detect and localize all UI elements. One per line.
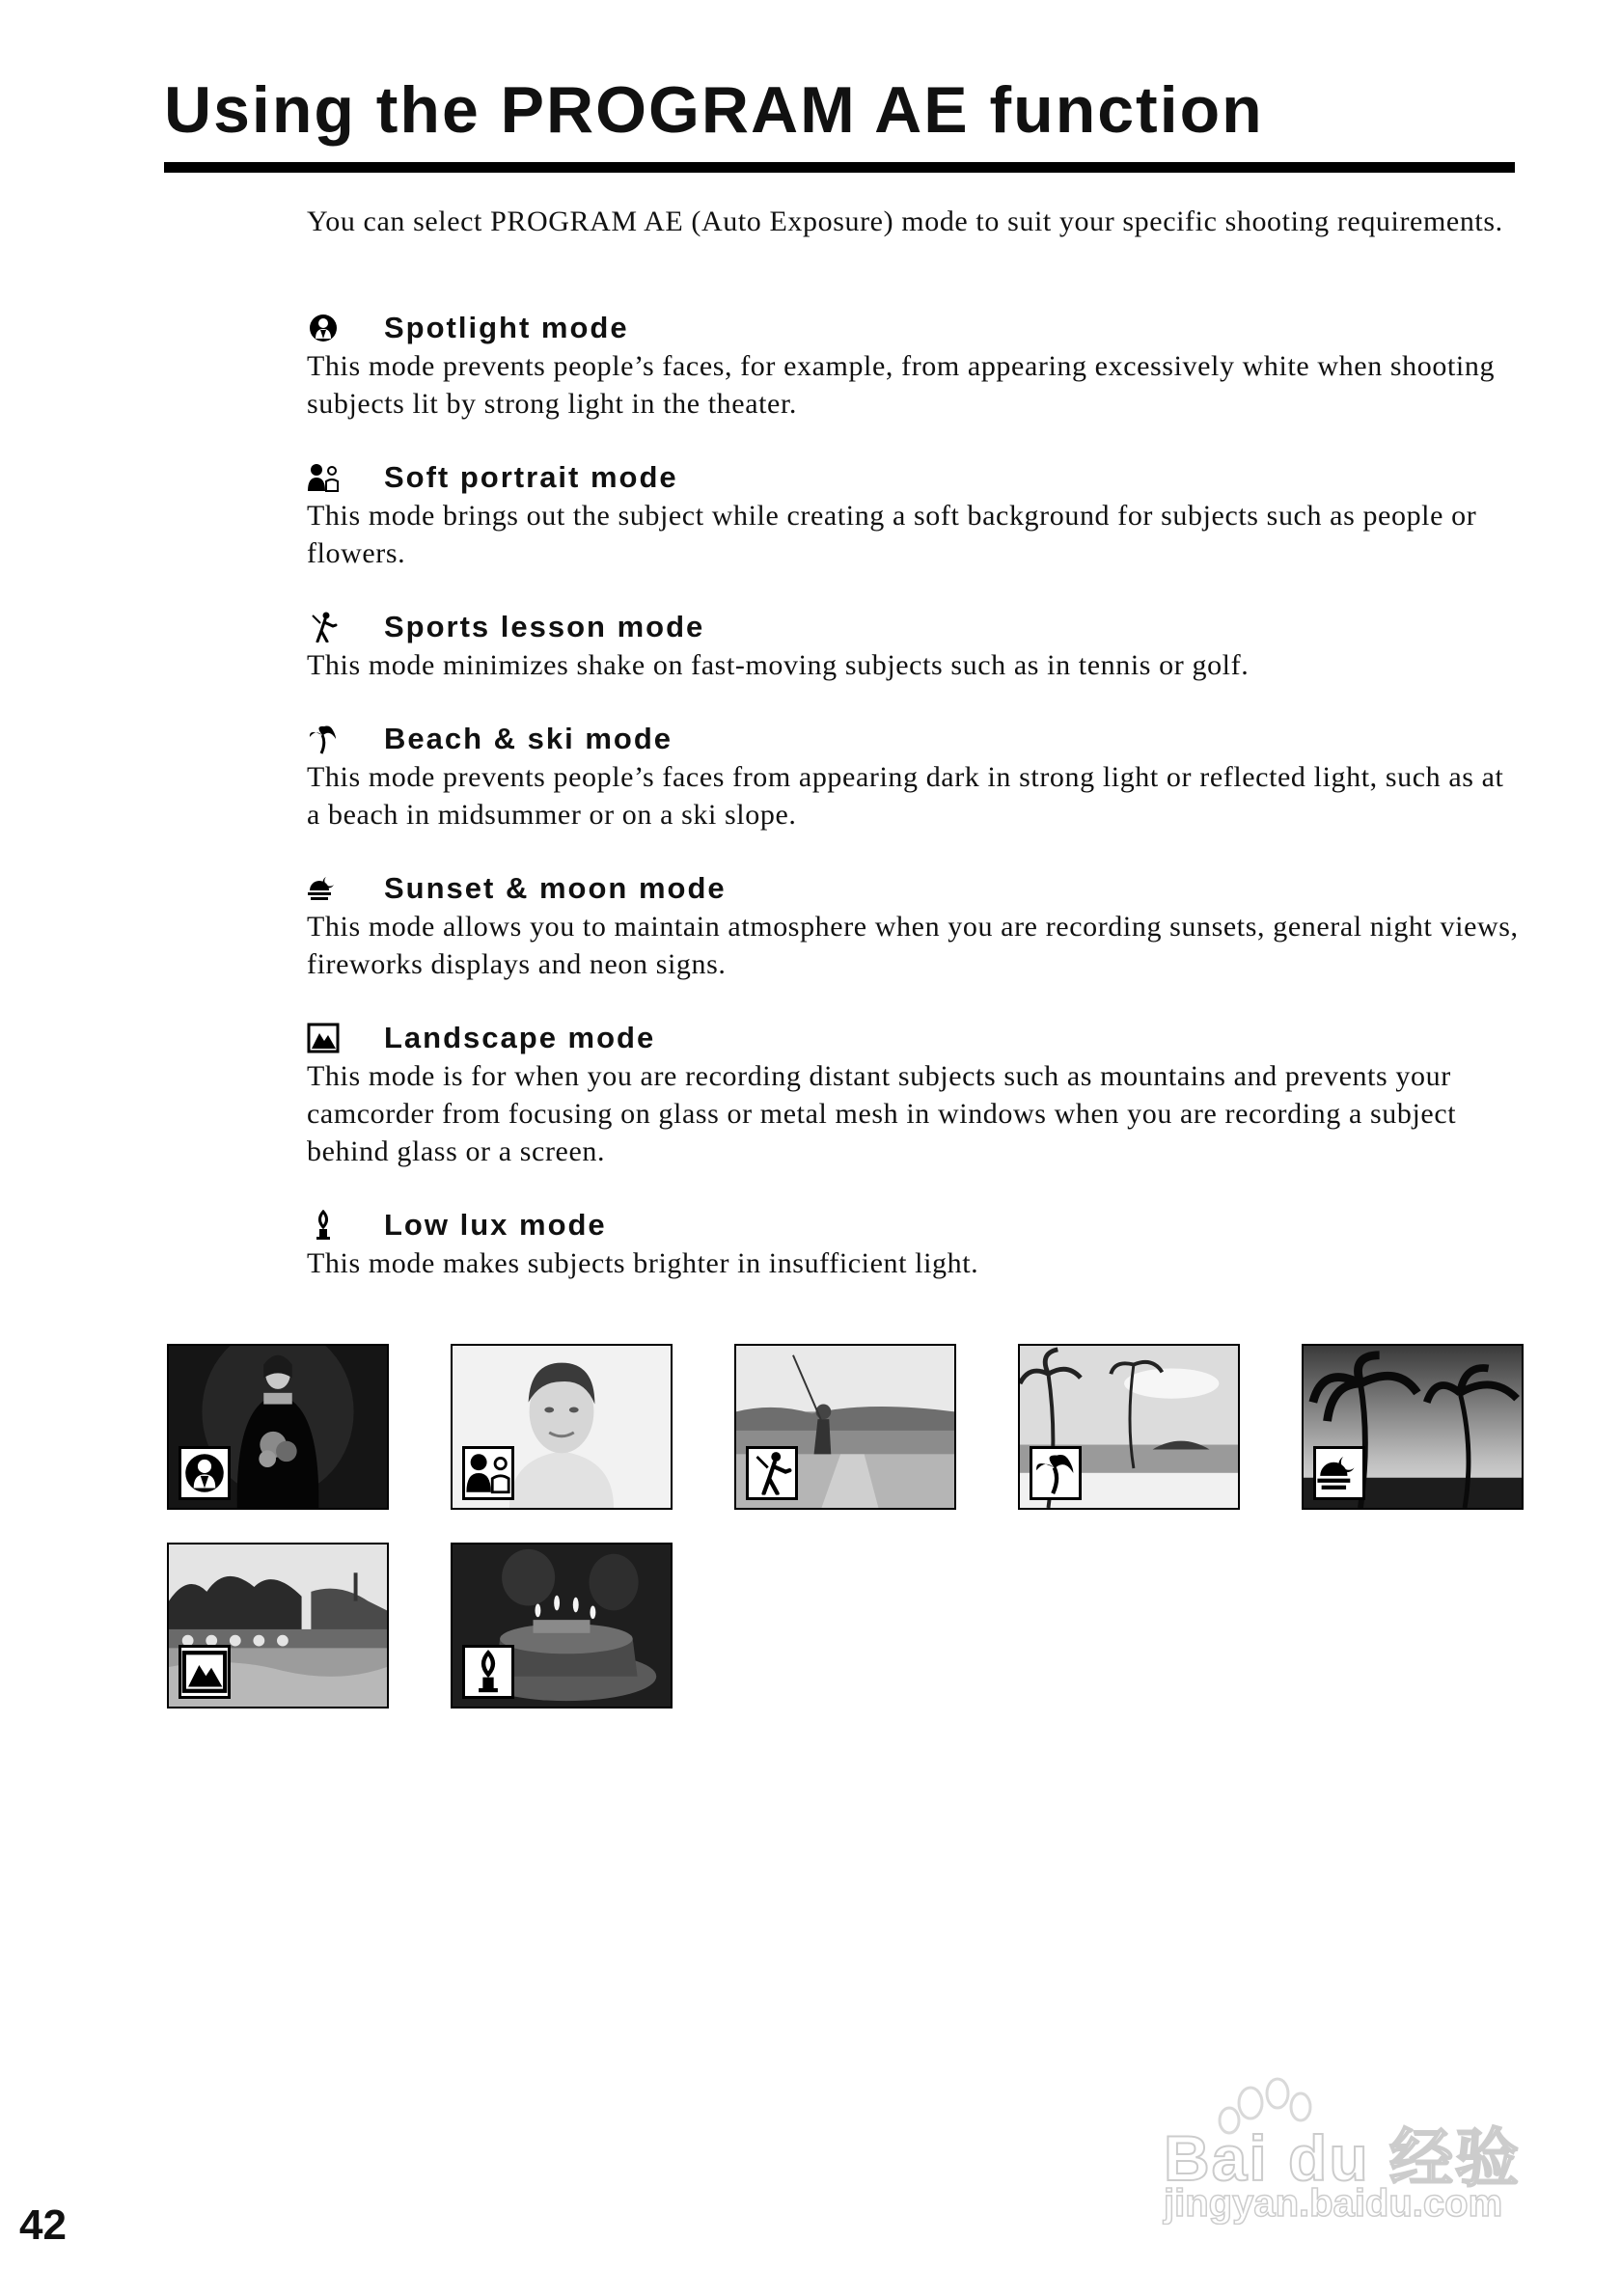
mode-description: This mode minimizes shake on fast-moving subjects such as in tennis or golf.	[307, 649, 1250, 681]
mode-title: Spotlight mode	[384, 311, 629, 344]
mode-item-sunset-moon	[307, 869, 1525, 1019]
mode-title: Sunset & moon mode	[384, 871, 727, 905]
soft-portrait-icon	[307, 462, 340, 493]
beach-ski-icon	[307, 724, 340, 754]
sunset-moon-icon	[1313, 1446, 1365, 1500]
mode-item-soft-portrait	[307, 458, 1525, 608]
spotlight-icon	[179, 1446, 231, 1500]
mode-title: Sports lesson mode	[384, 610, 705, 643]
mode-list	[307, 309, 1525, 1283]
landscape-icon	[307, 1023, 340, 1053]
photo-low-lux-example	[451, 1543, 673, 1708]
photo-soft-portrait-example	[451, 1344, 673, 1510]
sports-lesson-icon	[746, 1446, 798, 1500]
mode-item-sports-lesson	[307, 608, 1525, 720]
mode-description: This mode brings out the subject while creating a soft background for subjects such as people or flowers.	[307, 500, 1477, 569]
photo-spotlight-example	[167, 1344, 389, 1510]
photo-landscape-example	[167, 1543, 389, 1708]
mode-title: Landscape mode	[384, 1021, 656, 1054]
photo-sunset-moon-example	[1302, 1344, 1524, 1510]
sunset-moon-icon	[307, 873, 340, 904]
mode-description: This mode makes subjects brighter in insufficient light.	[307, 1247, 979, 1279]
baidu-watermark	[1154, 2064, 1540, 2257]
page-title: Using the PROGRAM AE function	[164, 73, 1264, 147]
watermark-url: jingyan.baidu.com	[1164, 2182, 1503, 2225]
intro-paragraph: You can select PROGRAM AE (Auto Exposure) mode to suit your specific shooting requirements.	[307, 205, 1503, 237]
soft-portrait-icon	[462, 1446, 514, 1500]
low-lux-icon	[307, 1210, 340, 1241]
photo-sports-lesson-example	[734, 1344, 956, 1510]
mode-item-landscape	[307, 1019, 1525, 1206]
spotlight-icon	[307, 313, 340, 343]
mode-description: This mode prevents people’s faces from appearing dark in strong light or reflected light, such as at a beach in midsummer or on a ski slope.	[307, 761, 1504, 831]
mode-title: Soft portrait mode	[384, 460, 678, 494]
mode-description: This mode is for when you are recording distant subjects such as mountains and prevents your camcorder from focusing on glass or metal mesh in windows when you are recording a subject behind glass or a screen.	[307, 1060, 1457, 1167]
mode-item-spotlight	[307, 309, 1525, 458]
landscape-icon	[179, 1645, 231, 1699]
mode-description: This mode allows you to maintain atmosphere when you are recording sunsets, general night views, fireworks displays and neon signs.	[307, 911, 1519, 980]
mode-item-low-lux	[307, 1206, 1525, 1283]
beach-ski-icon	[1030, 1446, 1082, 1500]
mode-title: Low lux mode	[384, 1208, 607, 1242]
watermark-brand: Bai du 经验	[1164, 2122, 1522, 2194]
example-photo-gallery	[167, 1344, 1527, 1710]
low-lux-icon	[462, 1645, 514, 1699]
mode-item-beach-ski	[307, 720, 1525, 869]
photo-beach-ski-example	[1018, 1344, 1240, 1510]
mode-description: This mode prevents people’s faces, for example, from appearing excessively white when shooting subjects lit by strong light in the theater.	[307, 350, 1496, 420]
title-rule	[164, 162, 1515, 173]
sports-lesson-icon	[307, 612, 340, 642]
mode-title: Beach & ski mode	[384, 722, 673, 755]
page-number: 42	[19, 2201, 67, 2249]
